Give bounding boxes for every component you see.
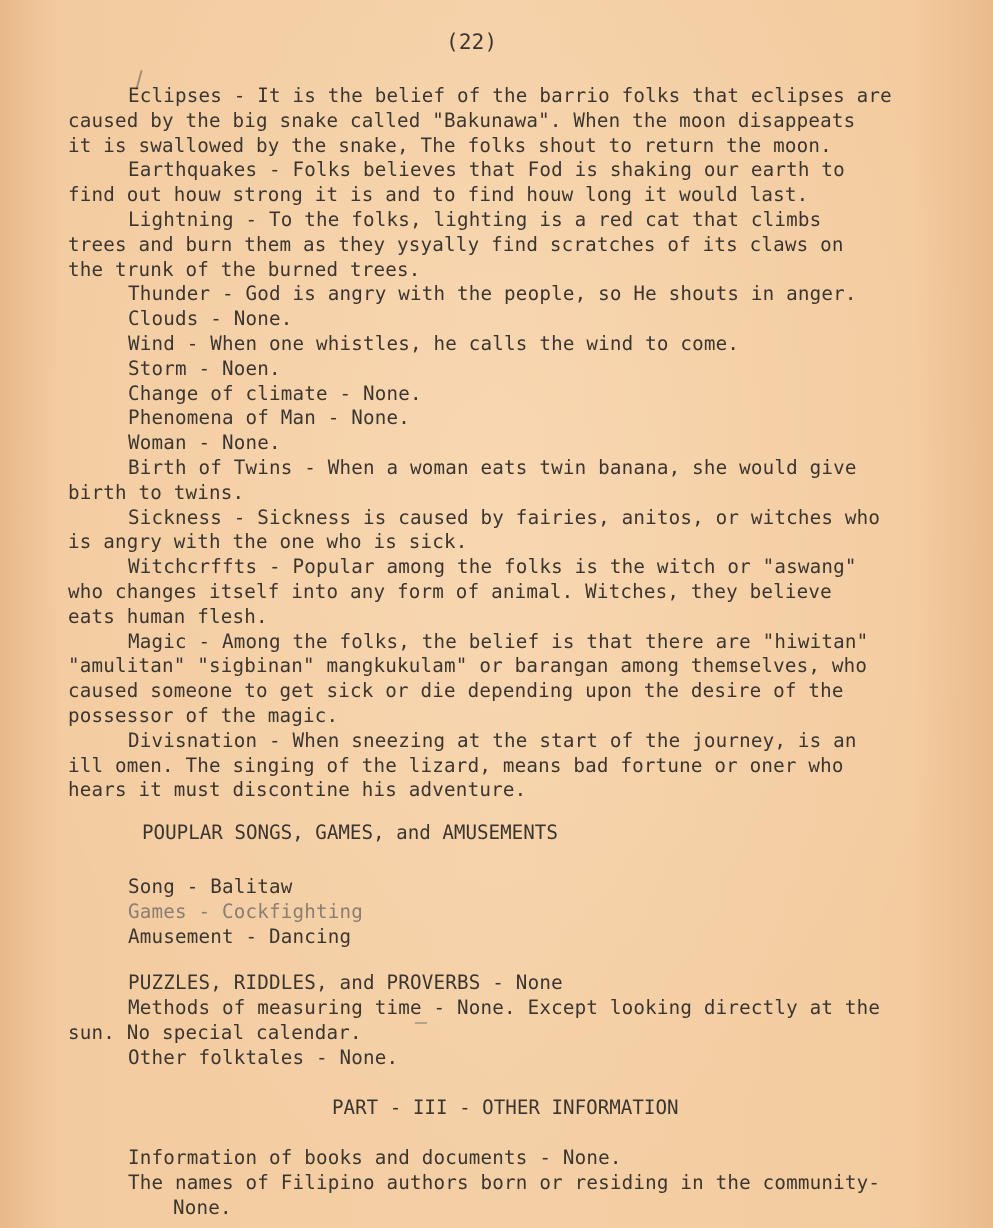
- text-line: Magic - Among the folks, the belief is that there are "hiwitan": [128, 629, 869, 653]
- info-line: Information of books and documents - None.: [128, 1146, 622, 1169]
- song-line: Amusement - Dancing: [128, 925, 352, 948]
- text-line: sun. No special calendar.: [68, 1021, 362, 1044]
- text-line: Wind - When one whistles, he calls the wind to come.: [128, 331, 740, 355]
- puzzles-section: [68, 970, 880, 1070]
- songs-heading: POUPLAR SONGS, GAMES, and AMUSEMENTS: [142, 821, 558, 844]
- text-line: trees and burn them as they ysyally find scratches of its claws on: [68, 232, 844, 256]
- text-line: Divisnation - When sneezing at the start of the journey, is an: [128, 728, 857, 752]
- text-line: is angry with the one who is sick.: [68, 530, 468, 554]
- text-line: find out houw strong it is and to find houw long it would last.: [68, 183, 809, 207]
- songs-list: [128, 874, 363, 949]
- text-line: Woman - None.: [128, 431, 281, 455]
- text-line: caused by the big snake called "Bakunawa". When the moon disappeats: [68, 108, 856, 132]
- text-line: Witchcrffts - Popular among the folks is the witch or "aswang": [128, 555, 857, 579]
- text-line: Phenomena of Man - None.: [128, 406, 411, 430]
- text-line: the trunk of the burned trees.: [68, 257, 421, 281]
- text-line: Lightning - To the folks, lighting is a red cat that climbs: [128, 207, 822, 231]
- song-line: Song - Balitaw: [128, 875, 293, 898]
- text-line: birth to twins.: [68, 480, 245, 504]
- part-heading: PART - III - OTHER INFORMATION: [332, 1096, 679, 1119]
- info-line: The names of Filipino authors born or residing in the community-: [128, 1170, 881, 1194]
- text-line: Birth of Twins - When a woman eats twin banana, she would give: [128, 455, 857, 479]
- text-line: ill omen. The singing of the lizard, means bad fortune or oner who: [68, 753, 844, 777]
- text-line: Eclipses - It is the belief of the barrio folks that eclipses are: [128, 84, 892, 107]
- song-line: Games - Cockfighting: [128, 900, 364, 923]
- text-line: PUZZLES, RIDDLES, and PROVERBS - None: [128, 971, 563, 994]
- text-line: Clouds - None.: [128, 307, 293, 331]
- text-line: "amulitan" "sigbinan" mangkukulam" or barangan among themselves, who: [68, 654, 868, 678]
- text-line: Earthquakes - Folks believes that Fod is shaking our earth to: [128, 158, 845, 182]
- page-number: (22): [446, 30, 498, 54]
- text-line: eats human flesh.: [68, 604, 268, 628]
- text-line: Change of climate - None.: [128, 381, 422, 405]
- text-line: who changes itself into any form of animal. Witches, they believe: [68, 579, 832, 603]
- info-line: None.: [173, 1195, 232, 1219]
- text-line: Other folktales - None.: [128, 1046, 399, 1069]
- text-line: Storm - Noen.: [128, 356, 281, 380]
- text-line: Methods of measuring time - None. Except looking directly at the: [128, 996, 881, 1019]
- text-line: caused someone to get sick or die depending upon the desire of the: [68, 679, 844, 703]
- body-text: [68, 84, 892, 803]
- text-line: Sickness - Sickness is caused by fairies, anitos, or witches who: [128, 505, 881, 529]
- stray-mark: [415, 1022, 427, 1024]
- text-line: possessor of the magic.: [68, 703, 339, 727]
- text-line: Thunder - God is angry with the people, so He shouts in anger.: [128, 282, 857, 306]
- info-section: [68, 1146, 880, 1220]
- text-line: it is swallowed by the snake, The folks shout to return the moon.: [68, 133, 832, 157]
- text-line: hears it must discontine his adventure.: [68, 778, 527, 802]
